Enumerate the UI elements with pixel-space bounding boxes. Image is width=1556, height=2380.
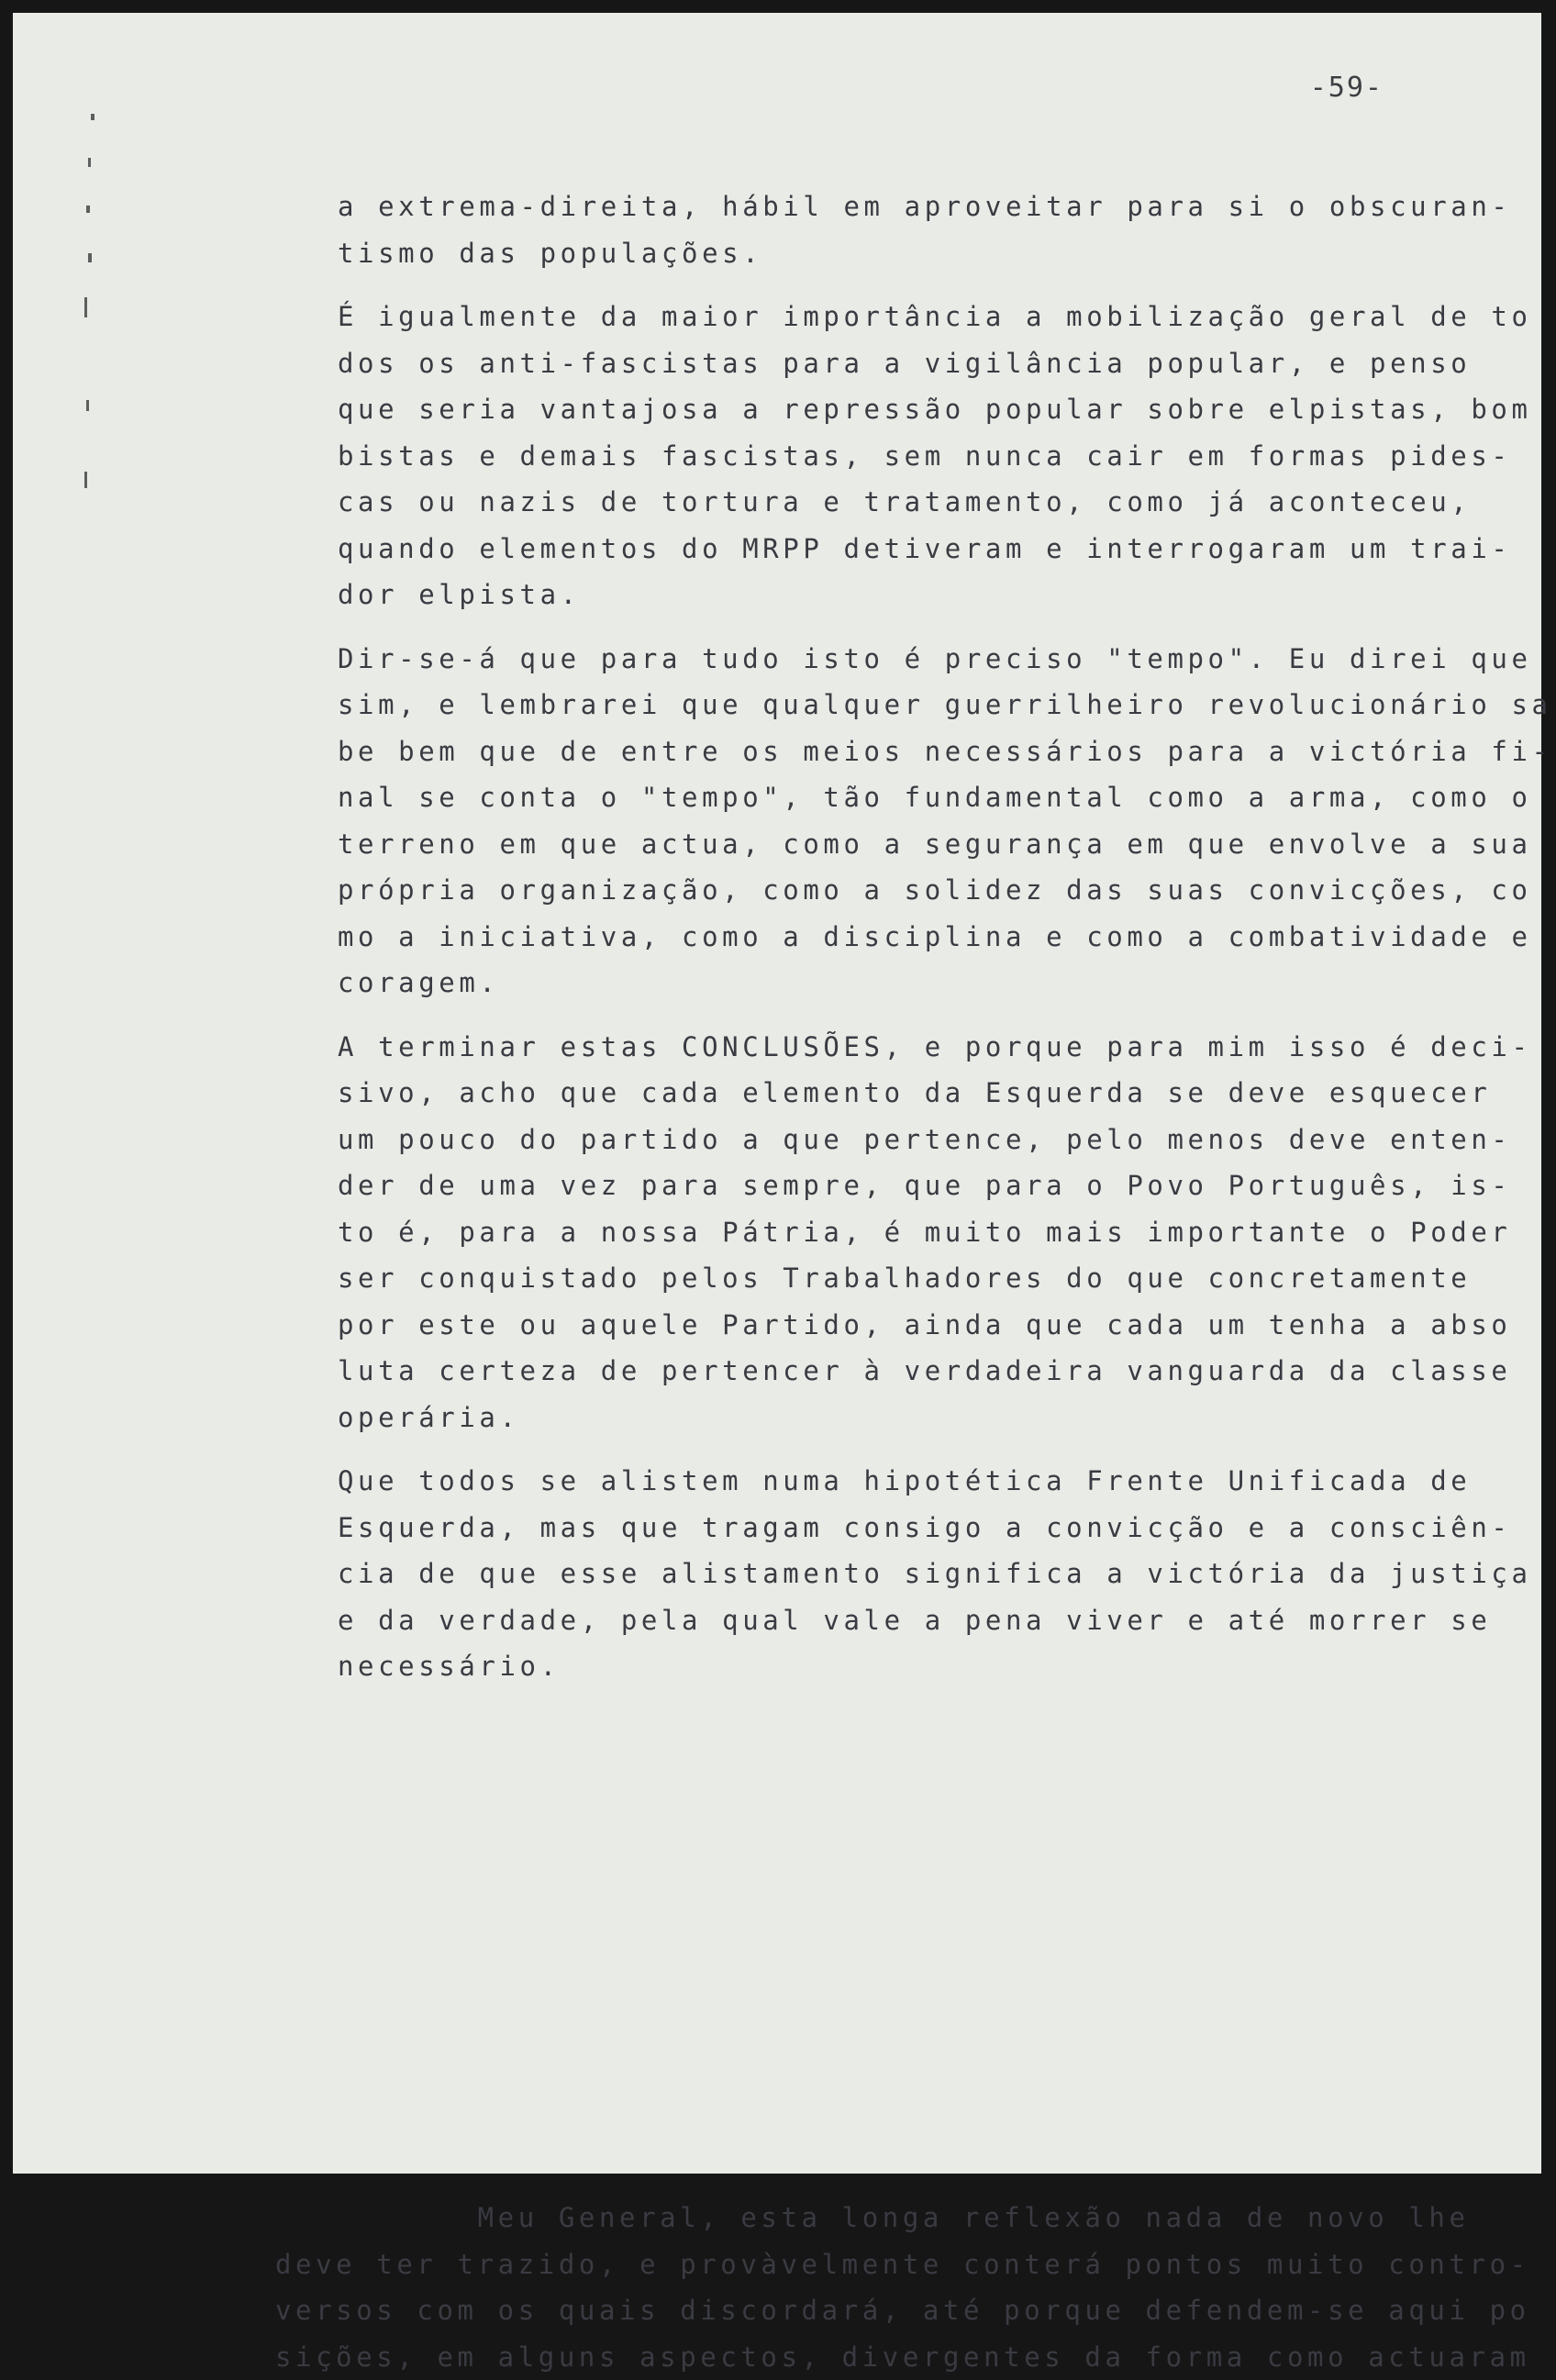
text-line: A terminar estas CONCLUSÕES, e porque para mim isso é deci- bbox=[338, 1024, 1439, 1071]
binding-mark bbox=[84, 472, 87, 488]
text-line: dor elpista. bbox=[338, 572, 1439, 618]
text-line: e da verdade, pela qual vale a pena viver e até morrer se bbox=[338, 1597, 1439, 1644]
text-line: der de uma vez para sempre, que para o Povo Português, is- bbox=[338, 1162, 1439, 1209]
paragraph-2 bbox=[338, 294, 1439, 618]
text-line: Meu General, esta longa reflexão nada de novo lhe bbox=[275, 2195, 1468, 2241]
text-line: luta certeza de pertencer à verdadeira vanguarda da classe bbox=[338, 1348, 1439, 1395]
text-line: sivo, acho que cada elemento da Esquerda se deve esquecer bbox=[338, 1070, 1439, 1117]
body-text bbox=[338, 184, 1439, 1707]
text-line: nal se conta o "tempo", tão fundamental como a arma, como o bbox=[338, 774, 1439, 821]
text-line: Que todos se alistem numa hipotética Frente Unificada de bbox=[338, 1458, 1439, 1505]
binding-mark bbox=[84, 297, 87, 317]
paragraph-4 bbox=[338, 1024, 1439, 1441]
text-line: sições, em alguns aspectos, divergentes da forma como actuaram bbox=[275, 2334, 1468, 2380]
text-line: por este ou aquele Partido, ainda que cada um tenha a abso bbox=[338, 1302, 1439, 1349]
text-line: tismo das populações. bbox=[338, 230, 1439, 277]
text-line: terreno em que actua, como a segurança em que envolve a sua bbox=[338, 821, 1439, 868]
text-line: Dir-se-á que para tudo isto é preciso "tempo". Eu direi que bbox=[338, 636, 1439, 683]
text-line: dos os anti-fascistas para a vigilância popular, e penso bbox=[338, 340, 1439, 387]
text-line: to é, para a nossa Pátria, é muito mais importante o Poder bbox=[338, 1209, 1439, 1256]
text-line: que seria vantajosa a repressão popular sobre elpistas, bom bbox=[338, 386, 1439, 433]
binding-mark bbox=[88, 253, 92, 262]
paragraph-1 bbox=[338, 184, 1439, 276]
text-line: É igualmente da maior importância a mobilização geral de to bbox=[338, 294, 1439, 340]
paragraph-5 bbox=[338, 1458, 1439, 1690]
text-line: coragem. bbox=[338, 960, 1439, 1006]
text-line: deve ter trazido, e provàvelmente conterá pontos muito contro- bbox=[275, 2241, 1468, 2288]
text-line: a extrema-direita, hábil em aproveitar para si o obscuran- bbox=[338, 184, 1439, 230]
text-line: própria organização, como a solidez das suas convicções, co bbox=[338, 867, 1439, 914]
binding-mark bbox=[86, 400, 89, 411]
closing-paragraph bbox=[275, 2195, 1468, 2380]
text-line: necessário. bbox=[338, 1643, 1439, 1690]
binding-mark bbox=[91, 114, 94, 120]
text-line: operária. bbox=[338, 1395, 1439, 1441]
binding-mark bbox=[86, 206, 90, 213]
text-line: ser conquistado pelos Trabalhadores do que concretamente bbox=[338, 1255, 1439, 1302]
text-line: bistas e demais fascistas, sem nunca cair em formas pides- bbox=[338, 433, 1439, 480]
text-line: versos com os quais discordará, até porque defendem-se aqui po bbox=[275, 2287, 1468, 2334]
text-line: be bem que de entre os meios necessários para a victória fi- bbox=[338, 728, 1439, 775]
text-line: mo a iniciativa, como a disciplina e como a combatividade e bbox=[338, 914, 1439, 961]
page-number: -59- bbox=[1310, 72, 1384, 104]
text-line: cia de que esse alistamento significa a victória da justiça bbox=[338, 1551, 1439, 1597]
text-line: cas ou nazis de tortura e tratamento, como já aconteceu, bbox=[338, 479, 1439, 526]
binding-mark bbox=[88, 158, 91, 167]
text-line: Esquerda, mas que tragam consigo a convicção e a consciên- bbox=[338, 1505, 1439, 1551]
document-page bbox=[13, 13, 1541, 2174]
text-line: quando elementos do MRPP detiveram e interrogaram um trai- bbox=[338, 526, 1439, 573]
text-line: sim, e lembrarei que qualquer guerrilheiro revolucionário sa bbox=[338, 682, 1439, 728]
paragraph-3 bbox=[338, 636, 1439, 1006]
text-line: um pouco do partido a que pertence, pelo menos deve enten- bbox=[338, 1117, 1439, 1163]
